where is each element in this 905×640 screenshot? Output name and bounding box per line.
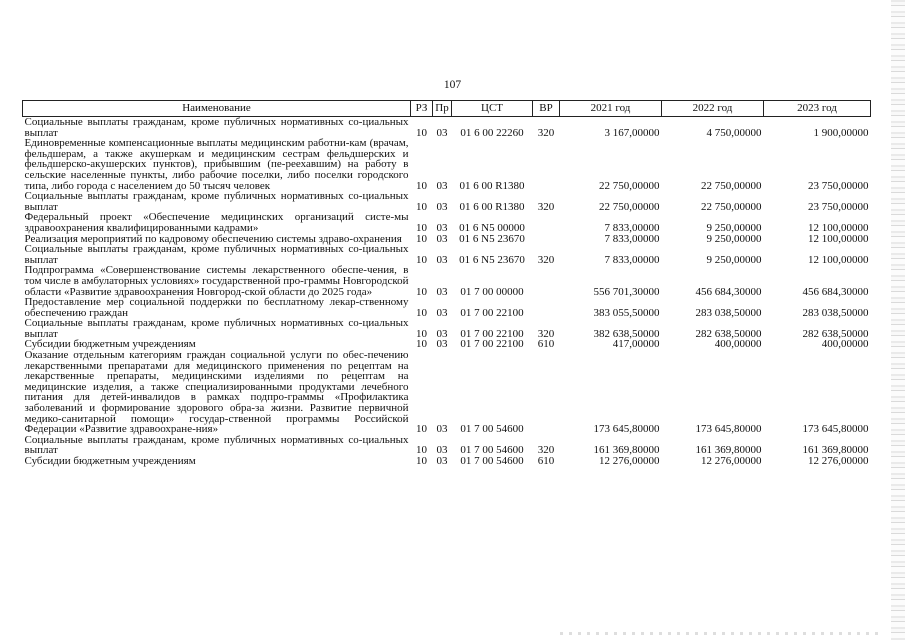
- row-rz: 10: [416, 444, 427, 457]
- table-row: [23, 456, 871, 467]
- row-name: Социальные выплаты гражданам, кроме публичных нормативных со-циальных выплат: [24, 190, 409, 213]
- row-2023: 173 645,80000: [802, 423, 869, 436]
- header-2023: 2023 год: [764, 101, 871, 117]
- page-number: 107: [443, 79, 462, 91]
- row-2023: 12 100,00000: [808, 253, 869, 266]
- row-2022: 22 750,00000: [701, 179, 762, 192]
- row-name: Субсидии бюджетным учреждениям: [24, 338, 196, 351]
- row-rz: 10: [416, 232, 427, 245]
- table-row: [23, 212, 871, 233]
- row-2022: 282 638,50000: [695, 327, 762, 340]
- row-name: Оказание отдельным категориям граждан социальной услуги по обес-печению лекарственными препаратами для медицинского применения по рецептам на лекарственные препараты, медицинскими изделиями по рецептам на медицинские изделия, а также специализированными продуктами лечебного питания для детей-инвалидов в рамках подпро-граммы «Профилактика заболеваний и формирование здорового обра-за жизни. Развитие первичной медико-санитарной помощи» государ-ственной программы Российской Федерации «Развитие здравоохране-ния»: [24, 349, 409, 436]
- row-pr: 03: [436, 253, 448, 266]
- header-pr: Пр: [433, 101, 452, 117]
- header-2022: 2022 год: [662, 101, 764, 117]
- row-2023: 12 100,00000: [808, 232, 869, 245]
- row-2022: 22 750,00000: [701, 200, 762, 213]
- row-rz: 10: [416, 306, 427, 319]
- table-row: [23, 244, 871, 265]
- row-2021: 161 369,80000: [593, 444, 660, 457]
- row-vr: [533, 350, 560, 435]
- table-row: [23, 435, 871, 456]
- row-name: Предоставление мер социальной поддержки по бесплатному лекар-ственному обеспечению граждан: [24, 296, 409, 319]
- row-rz: 10: [416, 221, 427, 234]
- table-row: [23, 191, 871, 212]
- row-2023: 282 638,50000: [802, 327, 869, 340]
- row-cst: 01 7 00 22100: [460, 338, 524, 351]
- row-cst: 01 6 N5 23670: [459, 232, 525, 245]
- scan-noise: [560, 632, 880, 635]
- row-pr: 03: [436, 306, 448, 319]
- row-vr: [533, 297, 560, 318]
- header-rz: РЗ: [411, 101, 433, 117]
- row-name: Субсидии бюджетным учреждениям: [24, 455, 196, 467]
- row-2022: 456 684,30000: [695, 285, 762, 298]
- row-cst: 01 7 00 22100: [460, 327, 524, 340]
- row-2022: 4 750,00000: [706, 126, 762, 139]
- row-pr: 03: [436, 200, 448, 213]
- row-pr: 03: [436, 423, 448, 436]
- row-name: Единовременные компенсационные выплаты медицинским работни-кам (врачам, фельдшерам, а также акушеркам и медицинским сестрам фельдшерских и фельдшерско-акушерских пунктов), прибывшим (пе-реехавшим) на работу в сельские населенные пункты, либо рабочие поселки, либо поселки городского типа, либо города с населением до 50 тысяч человек: [24, 137, 409, 192]
- budget-table: [22, 100, 871, 467]
- row-pr: 03: [436, 338, 448, 351]
- row-2021: 556 701,30000: [593, 285, 660, 298]
- row-2023: 23 750,00000: [808, 179, 869, 192]
- table-header: [23, 101, 871, 117]
- row-pr: 03: [436, 126, 448, 139]
- row-2021: 7 833,00000: [604, 253, 660, 266]
- row-pr: 03: [436, 444, 448, 457]
- row-pr: 03: [436, 221, 448, 234]
- row-2021: 12 276,00000: [599, 455, 660, 467]
- row-cst: 01 6 00 22260: [460, 126, 524, 139]
- row-2023: 456 684,30000: [802, 285, 869, 298]
- row-2022: 283 038,50000: [695, 306, 762, 319]
- row-cst: 01 6 N5 00000: [459, 221, 525, 234]
- row-vr: [533, 138, 560, 191]
- row-rz: 10: [416, 423, 427, 436]
- row-name: Социальные выплаты гражданам, кроме публичных нормативных со-циальных выплат: [24, 433, 409, 457]
- row-cst: 01 7 00 22100: [460, 306, 524, 319]
- row-2021: 173 645,80000: [593, 423, 660, 436]
- row-pr: 03: [436, 327, 448, 340]
- row-vr: [533, 212, 560, 233]
- row-vr: [533, 234, 560, 245]
- row-2023: 1 900,00000: [813, 126, 869, 139]
- table-row: [23, 117, 871, 139]
- row-2021: 417,00000: [612, 338, 660, 351]
- row-vr: 610: [537, 455, 555, 467]
- row-2022: 12 276,00000: [701, 455, 762, 467]
- table-row: [23, 265, 871, 297]
- row-name: Социальные выплаты гражданам, кроме публичных нормативных со-циальных выплат: [24, 317, 409, 340]
- row-rz: 10: [416, 179, 427, 192]
- row-rz: 10: [416, 327, 427, 340]
- table-row: [23, 350, 871, 435]
- table-row: [23, 318, 871, 339]
- row-name: Социальные выплаты гражданам, кроме публичных нормативных со-циальных выплат: [24, 116, 409, 139]
- row-2021: 7 833,00000: [604, 221, 660, 234]
- row-vr: 610: [537, 338, 555, 351]
- row-cst: 01 7 00 54600: [460, 444, 524, 457]
- row-pr: 03: [436, 285, 448, 298]
- row-vr: 320: [537, 200, 555, 213]
- row-2022: 161 369,80000: [695, 444, 762, 457]
- table-row: [23, 138, 871, 191]
- row-name: Федеральный проект «Обеспечение медицинских организаций систе-мы здравоохранения квалифицированными кадрами»: [24, 211, 409, 234]
- row-cst: 01 7 00 00000: [460, 285, 524, 298]
- row-2023: 12 276,00000: [808, 455, 869, 467]
- row-rz: 10: [416, 455, 427, 467]
- row-2022: 173 645,80000: [695, 423, 762, 436]
- table-body: [23, 117, 871, 467]
- row-2023: 161 369,80000: [802, 444, 869, 457]
- row-2021: 383 055,50000: [593, 306, 660, 319]
- row-2021: 3 167,00000: [604, 126, 660, 139]
- row-2021: 7 833,00000: [604, 232, 660, 245]
- header-name: Наименование: [23, 101, 411, 117]
- row-cst: 01 7 00 54600: [460, 455, 524, 467]
- row-2022: 9 250,00000: [706, 232, 762, 245]
- row-vr: 320: [537, 444, 555, 457]
- row-vr: 320: [537, 126, 555, 139]
- row-vr: 320: [537, 253, 555, 266]
- row-vr: 320: [537, 327, 555, 340]
- table-row: [23, 297, 871, 318]
- row-2021: 382 638,50000: [593, 327, 660, 340]
- row-rz: 10: [416, 253, 427, 266]
- row-2023: 12 100,00000: [808, 221, 869, 234]
- row-2022: 9 250,00000: [706, 253, 762, 266]
- row-2023: 23 750,00000: [808, 200, 869, 213]
- row-vr: [533, 265, 560, 297]
- row-2022: 400,00000: [714, 338, 762, 351]
- row-rz: 10: [416, 338, 427, 351]
- row-2023: 400,00000: [821, 338, 869, 351]
- row-pr: 03: [436, 455, 448, 467]
- header-2021: 2021 год: [560, 101, 662, 117]
- row-name: Подпрограмма «Совершенствование системы лекарственного обеспе-чения, в том числе в амбулаторных условиях» государственной про-граммы Новгородской области «Развитие здравоохранения Новгород-ской области до 2025 года»: [24, 264, 409, 298]
- row-cst: 01 7 00 54600: [460, 423, 524, 436]
- row-2021: 22 750,00000: [599, 200, 660, 213]
- row-2022: 9 250,00000: [706, 221, 762, 234]
- row-pr: 03: [436, 232, 448, 245]
- row-rz: 10: [416, 126, 427, 139]
- row-pr: 03: [436, 179, 448, 192]
- row-cst: 01 6 00 R1380: [459, 200, 525, 213]
- row-rz: 10: [416, 285, 427, 298]
- header-cst: ЦСТ: [452, 101, 533, 117]
- row-name: Реализация мероприятий по кадровому обеспечению системы здраво-охранения: [24, 232, 402, 245]
- row-cst: 01 6 N5 23670: [459, 253, 525, 266]
- header-vr: ВР: [533, 101, 560, 117]
- scan-edge: [891, 0, 905, 640]
- row-2023: 283 038,50000: [802, 306, 869, 319]
- row-name: Социальные выплаты гражданам, кроме публичных нормативных со-циальных выплат: [24, 243, 409, 266]
- row-rz: 10: [416, 200, 427, 213]
- row-2021: 22 750,00000: [599, 179, 660, 192]
- row-cst: 01 6 00 R1380: [459, 179, 525, 192]
